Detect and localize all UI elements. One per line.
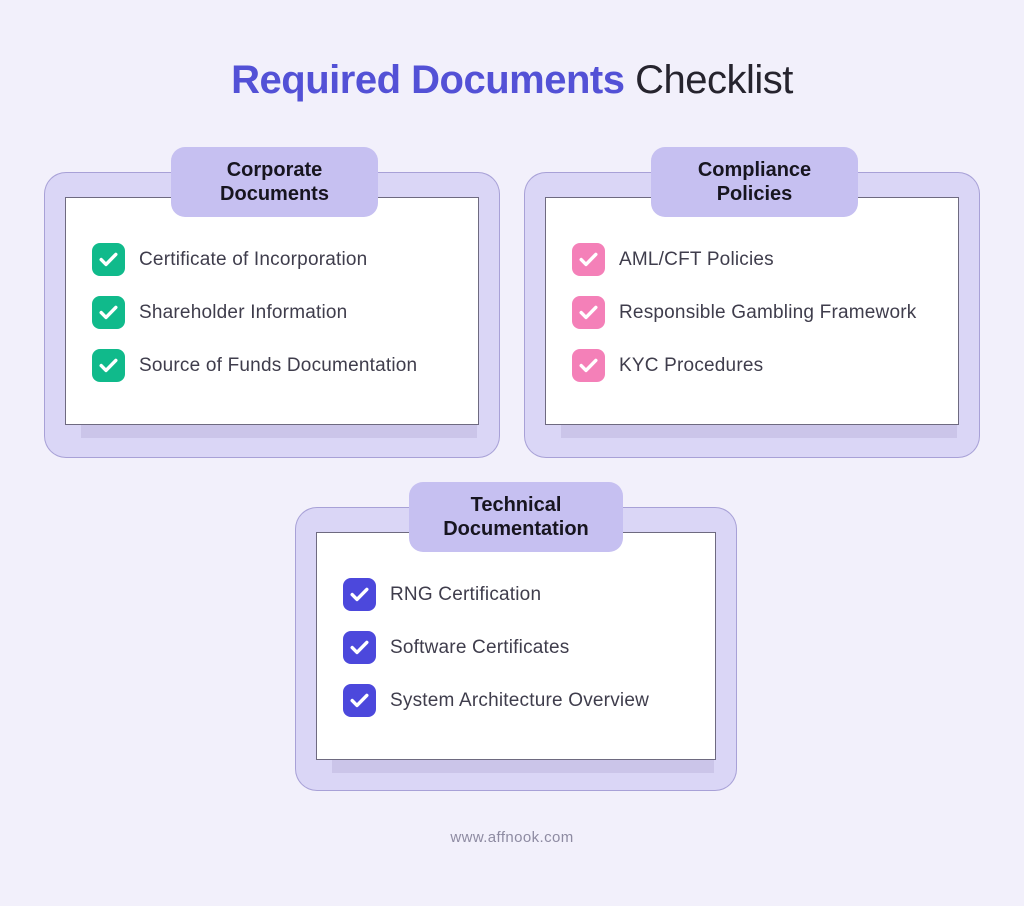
list-item-label: Shareholder Information	[139, 301, 348, 323]
card-title-line2: Documents	[220, 183, 329, 205]
checkmark-icon	[579, 305, 598, 320]
list-item	[572, 243, 948, 276]
panel-shadow	[332, 760, 714, 773]
checkmark-icon	[579, 358, 598, 373]
list-item-label: KYC Procedures	[619, 354, 764, 376]
list-item-label: Responsible Gambling Framework	[619, 301, 917, 323]
checkmark-icon	[350, 693, 369, 708]
checkbox-checked	[572, 243, 605, 276]
list-item	[343, 631, 705, 664]
card-title-line2: Documentation	[443, 518, 589, 540]
checklist-panel	[545, 197, 959, 425]
checkmark-icon	[350, 587, 369, 602]
checkbox-checked	[92, 243, 125, 276]
list-item-label: System Architecture Overview	[390, 689, 650, 711]
checkmark-icon	[99, 305, 118, 320]
list-item	[343, 684, 705, 717]
checkbox-checked	[572, 349, 605, 382]
list-item-label: AML/CFT Policies	[619, 248, 774, 270]
list-item	[92, 243, 468, 276]
checkmark-icon	[579, 252, 598, 267]
checkbox-checked	[92, 349, 125, 382]
card-title-line2: Policies	[716, 183, 793, 205]
card-technical-documentation	[295, 494, 737, 791]
checkbox-checked	[572, 296, 605, 329]
list-item	[92, 296, 468, 329]
checkbox-checked	[92, 296, 125, 329]
checkmark-icon	[350, 640, 369, 655]
card-title-line1: Compliance	[697, 159, 812, 181]
panel-shadow	[81, 425, 477, 438]
list-item	[572, 296, 948, 329]
checkbox-checked	[343, 578, 376, 611]
page-title-rest: Checklist	[624, 58, 793, 102]
list-item	[343, 578, 705, 611]
checkbox-checked	[343, 684, 376, 717]
checklist-panel	[316, 532, 716, 760]
list-item-label: Source of Funds Documentation	[139, 354, 418, 376]
card-header-corporate-documents	[171, 147, 378, 217]
card-header-compliance-policies	[651, 147, 858, 217]
panel-shadow	[561, 425, 957, 438]
footer-url: www.affnook.com	[450, 829, 574, 846]
page-title-accent: Required Documents	[231, 58, 625, 102]
checkmark-icon	[99, 252, 118, 267]
card-compliance-policies	[524, 159, 980, 458]
card-title-line1: Corporate	[226, 159, 323, 181]
card-title-line1: Technical	[470, 494, 562, 516]
list-item-label: Software Certificates	[390, 636, 570, 658]
checkbox-checked	[343, 631, 376, 664]
card-corporate-documents	[44, 159, 500, 458]
list-item	[92, 349, 468, 382]
card-header-technical-documentation	[409, 482, 623, 552]
page-title	[0, 58, 1024, 103]
list-item-label: Certificate of Incorporation	[139, 248, 368, 270]
checkmark-icon	[99, 358, 118, 373]
list-item-label: RNG Certification	[390, 583, 542, 605]
checklist-panel	[65, 197, 479, 425]
list-item	[572, 349, 948, 382]
